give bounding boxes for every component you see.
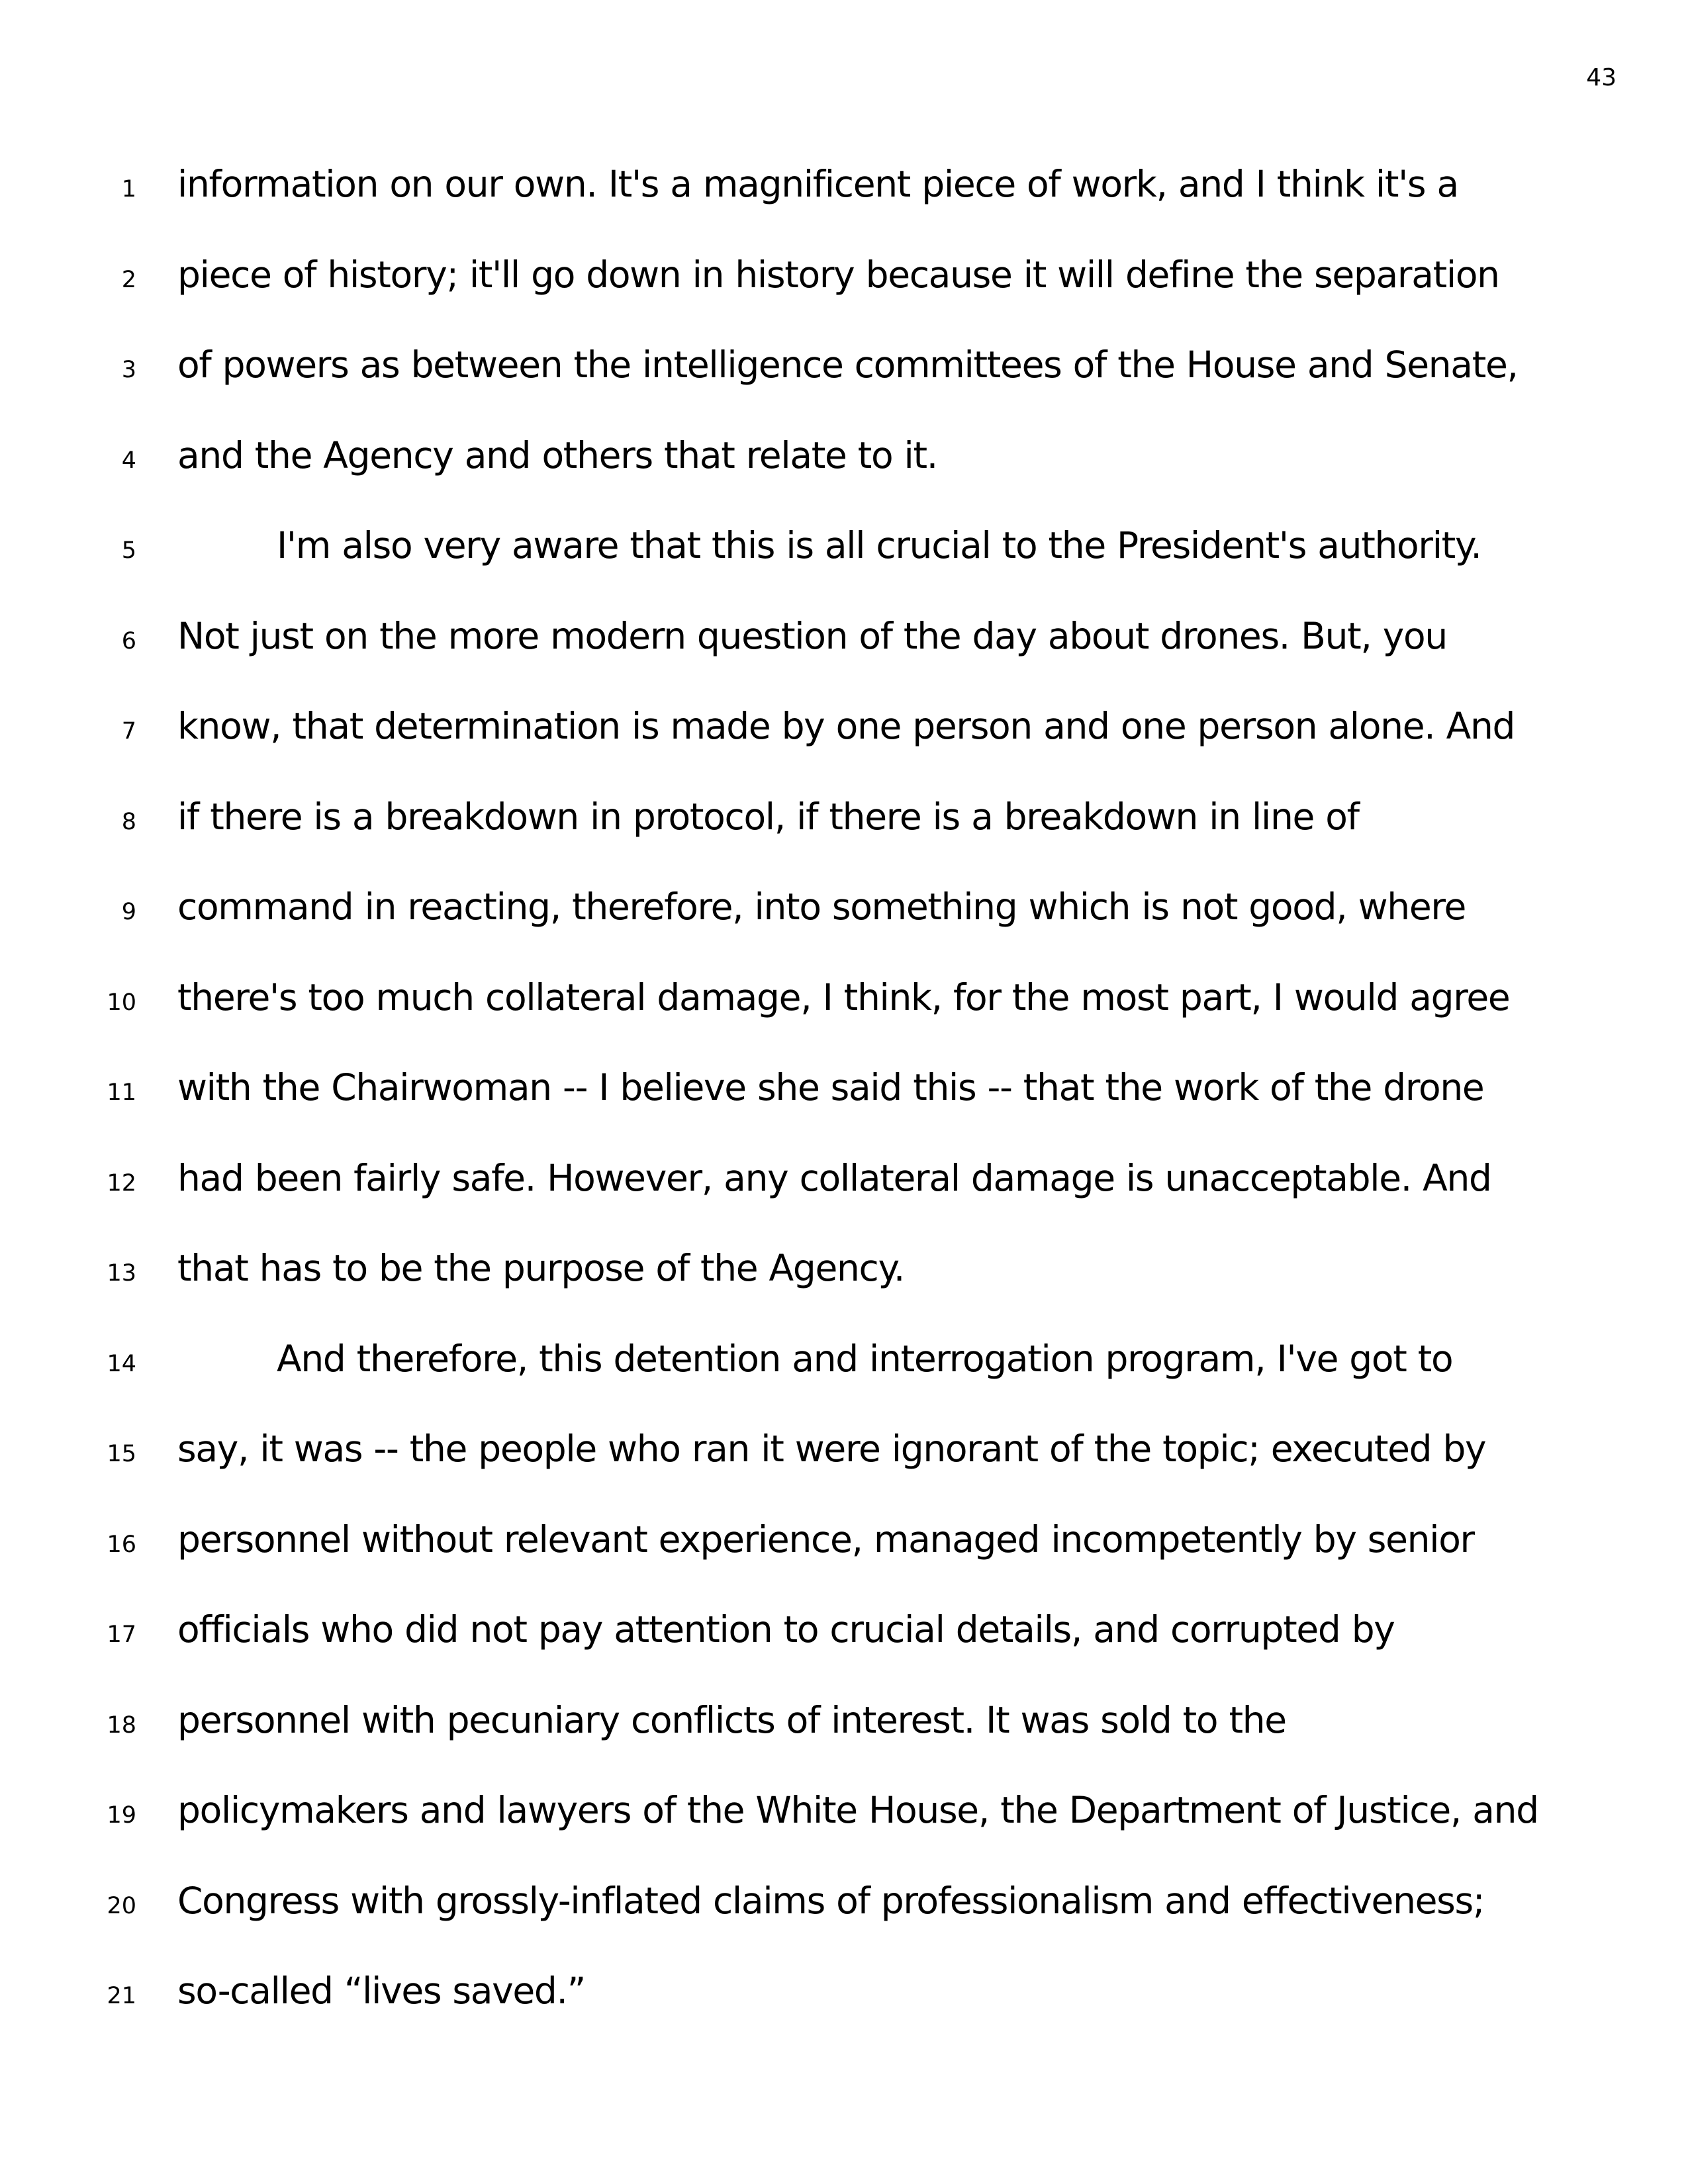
line-number: 9 (121, 899, 136, 925)
line-number: 21 (107, 1983, 136, 2009)
line-number: 11 (107, 1079, 136, 1106)
line-number: 20 (107, 1892, 136, 1919)
line-text: with the Chairwoman -- I believe she said this -- that the work of the drone (177, 1066, 1484, 1109)
line-number: 10 (107, 989, 136, 1016)
transcript-line (0, 1692, 1688, 1783)
line-text: that has to be the purpose of the Agency. (177, 1247, 905, 1289)
line-number: 3 (121, 357, 136, 383)
line-text: command in reacting, therefore, into something which is not good, where (177, 886, 1466, 928)
line-text: And therefore, this detention and interrogation program, I've got to (277, 1337, 1453, 1380)
line-text: Congress with grossly-inflated claims of professionalism and effectiveness; (177, 1879, 1485, 1922)
line-number: 7 (121, 718, 136, 745)
line-number: 15 (107, 1441, 136, 1467)
transcript-line (0, 1240, 1688, 1331)
line-text: know, that determination is made by one person and one person alone. And (177, 705, 1515, 747)
transcript-line (0, 247, 1688, 338)
line-number: 13 (107, 1260, 136, 1287)
line-number: 4 (121, 447, 136, 474)
line-text: had been fairly safe. However, any collateral damage is unacceptable. And (177, 1156, 1491, 1199)
transcript-line (0, 879, 1688, 970)
transcript-line (0, 1421, 1688, 1512)
transcript-line (0, 608, 1688, 699)
line-number: 6 (121, 627, 136, 655)
page-number: 43 (1586, 64, 1617, 91)
line-text: information on our own. It's a magnificent piece of work, and I think it's a (177, 163, 1458, 205)
transcript-line (0, 1512, 1688, 1602)
line-text: and the Agency and others that relate to it. (177, 433, 937, 477)
line-number: 19 (107, 1802, 136, 1829)
transcript-line (0, 970, 1688, 1060)
transcript-line (0, 428, 1688, 518)
line-number: 17 (107, 1621, 136, 1648)
transcript-line (0, 1060, 1688, 1150)
transcript-line (0, 1963, 1688, 2054)
line-number: 8 (121, 808, 136, 835)
transcript-line (0, 518, 1688, 608)
line-text: piece of history; it'll go down in history because it will define the separation (177, 253, 1499, 296)
transcript-line (0, 1331, 1688, 1422)
line-text: policymakers and lawyers of the White House, the Department of Justice, and (177, 1789, 1538, 1831)
line-text: I'm also very aware that this is all crucial to the President's authority. (277, 524, 1481, 567)
line-text: there's too much collateral damage, I think, for the most part, I would agree (177, 976, 1510, 1019)
line-text: officials who did not pay attention to crucial details, and corrupted by (177, 1608, 1395, 1651)
line-text: so-called “lives saved.” (177, 1970, 585, 2012)
transcript-line (0, 1873, 1688, 1964)
line-text: Not just on the more modern question of the day about drones. But, you (177, 614, 1447, 657)
line-text: personnel without relevant experience, managed incompetently by senior (177, 1518, 1474, 1561)
transcript-line (0, 156, 1688, 247)
line-number: 18 (107, 1711, 136, 1739)
line-text: personnel with pecuniary conflicts of interest. It was sold to the (177, 1698, 1286, 1741)
line-number: 2 (121, 266, 136, 293)
transcript-line (0, 1602, 1688, 1692)
line-number: 5 (121, 537, 136, 564)
line-text: say, it was -- the people who ran it were ignorant of the topic; executed by (177, 1428, 1486, 1470)
transcript-line (0, 789, 1688, 880)
line-number: 14 (107, 1350, 136, 1377)
line-text: of powers as between the intelligence committees of the House and Senate, (177, 343, 1518, 386)
transcript-body (0, 156, 1688, 2054)
transcript-line (0, 698, 1688, 789)
line-text: if there is a breakdown in protocol, if there is a breakdown in line of (177, 795, 1359, 838)
transcript-line (0, 337, 1688, 428)
transcript-line (0, 1150, 1688, 1241)
line-number: 16 (107, 1531, 136, 1558)
line-number: 1 (121, 176, 136, 203)
line-number: 12 (107, 1169, 136, 1197)
transcript-line (0, 1782, 1688, 1873)
